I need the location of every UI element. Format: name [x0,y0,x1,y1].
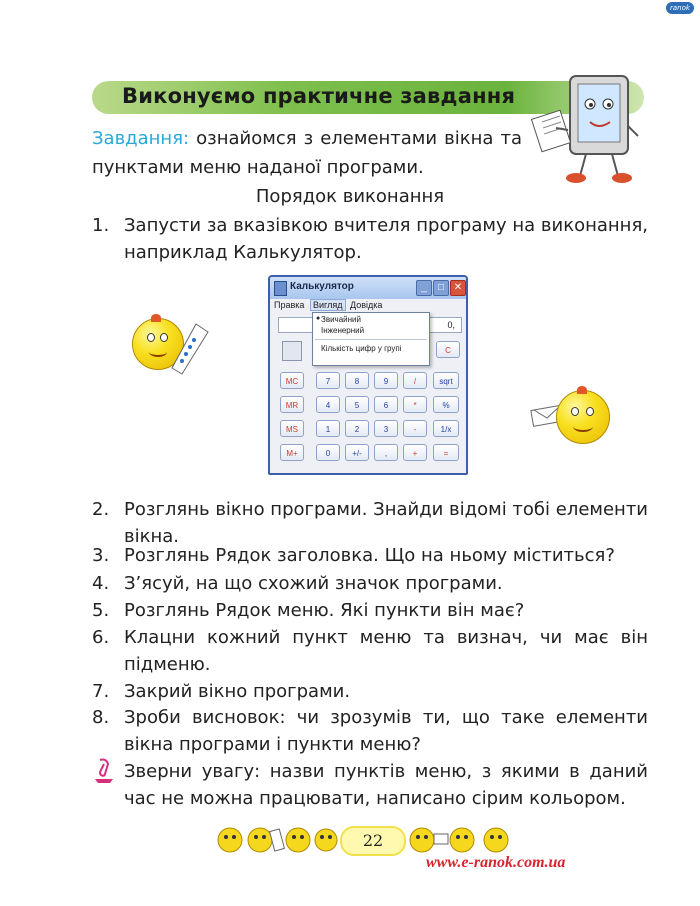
menu-option-standard[interactable]: Звичайний [321,315,361,324]
calc-key[interactable]: 4 [316,396,340,413]
website-url[interactable]: www.e-ranok.com.ua [426,854,566,871]
calculator-title: Калькулятор [290,281,354,292]
calc-key[interactable]: 9 [374,372,398,389]
smiley-illustration-right [556,390,610,444]
calculator-title-bar[interactable] [270,277,466,299]
calc-key[interactable]: MS [280,420,304,437]
calc-key[interactable]: * [403,396,427,413]
menu-option-scientific[interactable]: Інженерний [321,326,365,335]
step-4 [92,570,648,597]
step-7 [92,678,648,705]
task-text: ознайомся з елементами вікна та пунктами меню наданої програми. [92,128,522,178]
calc-key[interactable]: MC [280,372,304,389]
step-text: Запусти за вказівкою вчителя програму на виконання, наприклад Калькулятор. [124,215,648,263]
step-number: 8. [92,707,110,728]
clear-button[interactable]: C [436,341,460,358]
calc-key[interactable]: - [403,420,427,437]
section-title: Виконуємо практичне завдання [122,84,516,108]
step-number: 7. [92,681,110,702]
minimize-button[interactable]: _ [416,280,432,296]
step-number: 5. [92,600,110,621]
step-6 [92,624,648,678]
step-1 [92,212,648,266]
step-text: Закрий вікно програми. [124,681,351,702]
memory-indicator [282,341,302,361]
note-text: Зверни увагу: назви пунктів меню, з якими в даний час не можна працювати, написано сірим кольором. [124,761,648,809]
view-menu-dropdown [312,312,430,366]
step-text: Зроби висновок: чи зрозумів ти, що таке елементи вікна програми і пункти меню? [124,707,648,755]
task-paragraph [92,124,522,182]
step-text: Розглянь Рядок заголовка. Що на ньому міститься? [124,545,615,566]
calc-key[interactable]: MR [280,396,304,413]
calc-key[interactable]: = [433,444,459,461]
calc-key[interactable]: 2 [345,420,369,437]
calc-key[interactable]: / [403,372,427,389]
footer-smileys-right [406,824,516,856]
radio-bullet-icon: ● [316,315,321,322]
calc-key[interactable]: 7 [316,372,340,389]
footer-smileys-left [214,824,338,856]
step-text: Клацни кожний пункт меню та визнач, чи має він підменю. [124,627,648,675]
menu-item-view[interactable]: Вигляд [310,299,346,311]
paper-roll-icon [170,322,214,378]
close-button[interactable]: ✕ [450,280,466,296]
calc-key[interactable]: sqrt [433,372,459,389]
publisher-logo: ranok [666,2,694,14]
calculator-menu-bar [270,299,466,313]
step-text: Розглянь вікно програми. Знайди відомі тобі елементи вікна. [124,499,649,547]
step-3 [92,542,648,569]
menu-separator [315,339,427,340]
calc-key[interactable]: 1/x [433,420,459,437]
calc-key[interactable]: 0 [316,444,340,461]
step-5 [92,597,648,624]
calc-key[interactable]: 3 [374,420,398,437]
calc-key[interactable]: + [403,444,427,461]
maximize-button[interactable]: □ [433,280,449,296]
step-number: 6. [92,627,110,648]
calc-key[interactable]: M+ [280,444,304,461]
step-number: 4. [92,573,110,594]
calc-key[interactable]: 8 [345,372,369,389]
step-number: 2. [92,499,110,520]
calc-key[interactable]: 5 [345,396,369,413]
calc-key[interactable]: % [433,396,459,413]
calculator-display: 0, [278,317,462,333]
step-text: Розглянь Рядок меню. Які пункти він має? [124,600,525,621]
calculator-window [268,275,468,475]
step-number: 3. [92,545,110,566]
menu-option-digit-grouping[interactable]: Кількість цифр у групі [321,344,402,353]
step-text: З’ясуй, на що схожий значок програми. [124,573,503,594]
step-number: 1. [92,215,110,236]
page-number: 22 [340,826,406,856]
step-8 [92,704,648,758]
menu-item-edit[interactable]: Правка [274,300,305,310]
note-paragraph [92,758,648,812]
calc-key[interactable]: 6 [374,396,398,413]
calculator-app-icon [274,281,287,296]
calc-key[interactable]: +/- [345,444,369,461]
tablet-character-illustration [528,70,648,190]
calc-key[interactable]: 1 [316,420,340,437]
calc-key[interactable]: , [374,444,398,461]
menu-item-help[interactable]: Довідка [350,300,383,310]
order-title: Порядок виконання [255,186,445,207]
task-label: Завдання: [92,128,190,149]
